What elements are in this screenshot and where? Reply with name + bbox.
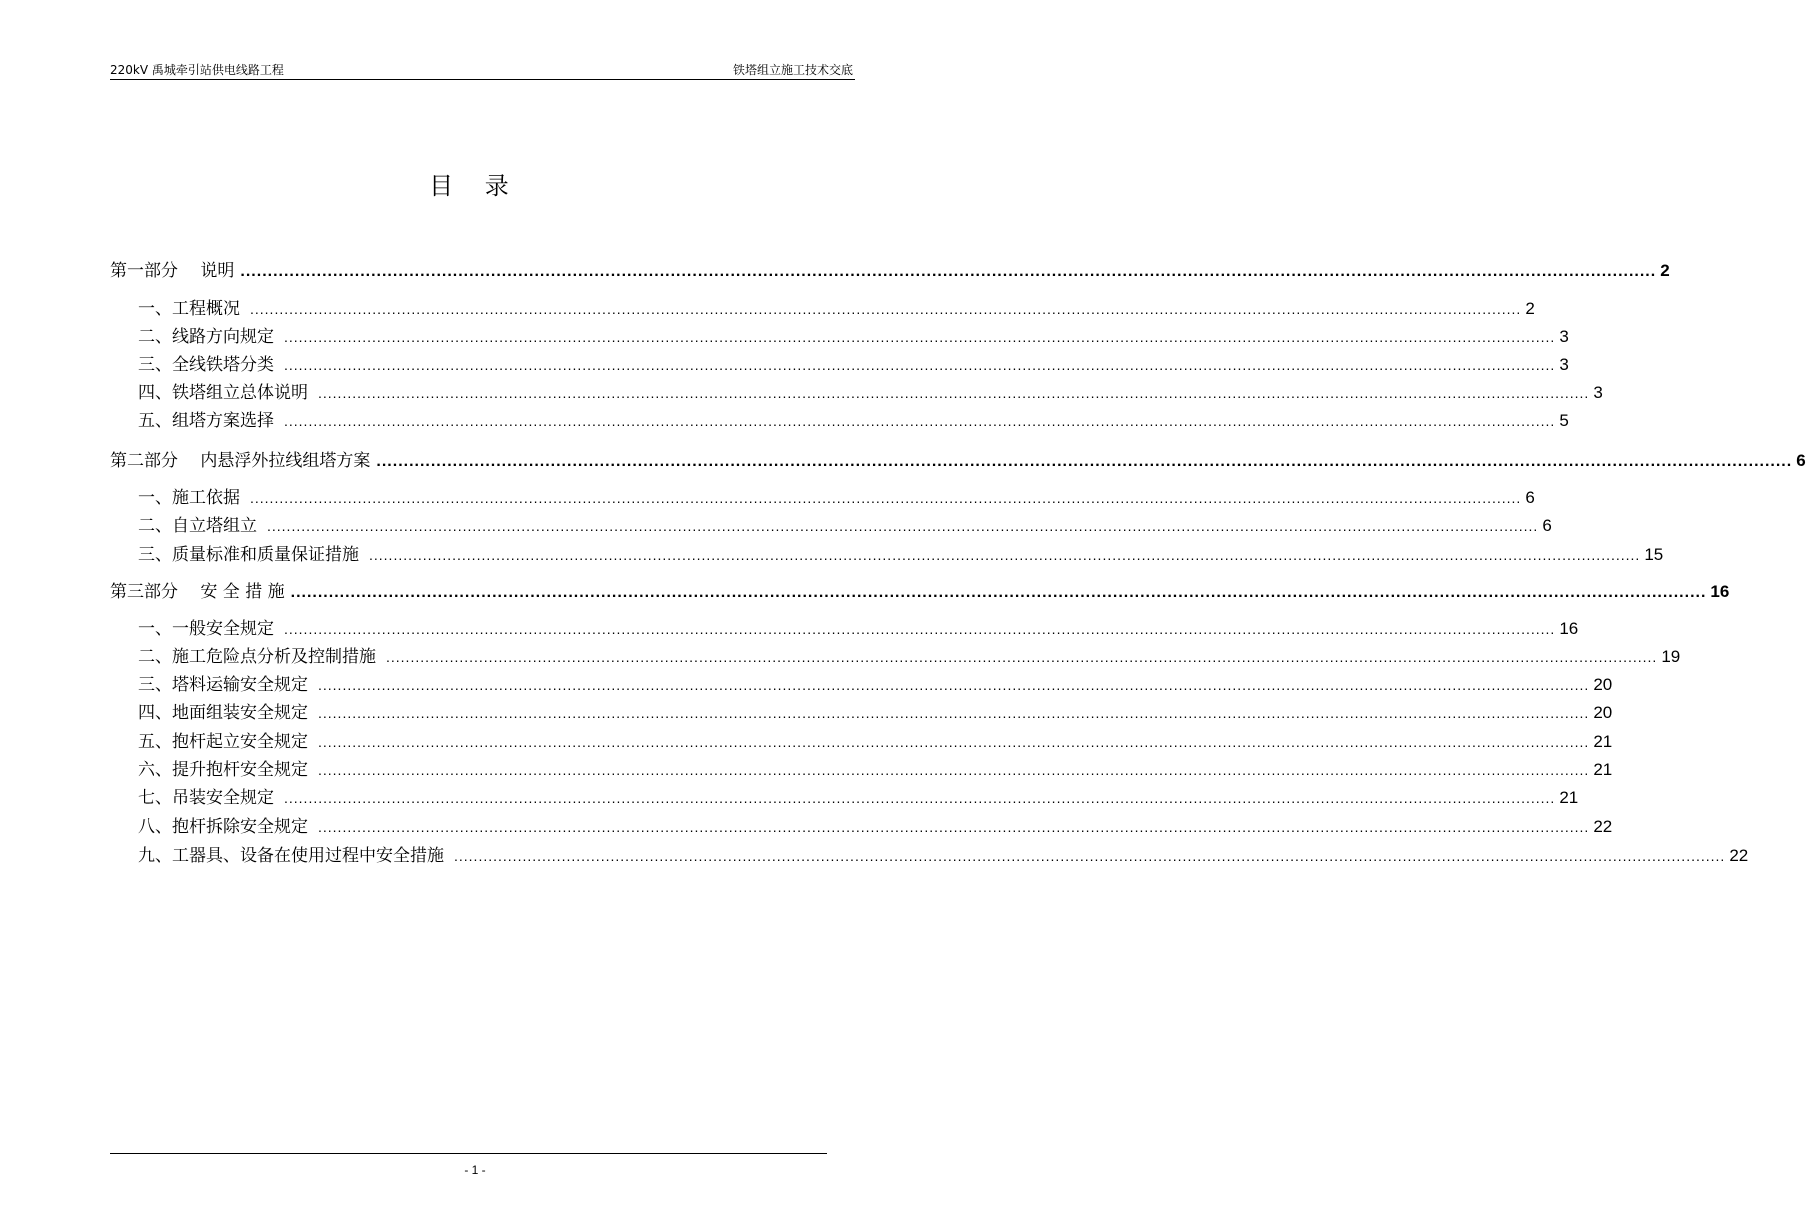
toc-entry-label: 三、全线铁塔分类 [138,355,274,375]
toc-entry[interactable] [110,322,1569,347]
toc-entry-page-number: 16 [1559,619,1579,638]
toc-entry-page-number: 3 [1593,383,1603,402]
toc-entry-label: 一、工程概况 [138,299,240,319]
toc-entry-label: 二、自立塔组立 [138,516,257,536]
toc-dot-leader: .................................................................................................................................................................................................................................................................... [318,385,1590,401]
toc-entry-label: 四、地面组装安全规定 [138,703,308,723]
footer-divider [110,1153,827,1154]
page-title: 目 录 [429,172,521,200]
toc-entry-label: 一、一般安全规定 [138,619,274,639]
toc-dot-leader: .................................................................................................................................................................................................................................................................... [250,490,1522,506]
toc-part-entry[interactable] [110,256,1670,281]
toc-entry[interactable] [110,698,1613,723]
toc-entry[interactable] [110,783,1579,808]
toc-entry-label: 第一部分 说明 [110,261,235,281]
toc-entry-page-number: 21 [1593,760,1613,779]
toc-entry-label: 六、提升抱杆安全规定 [138,760,308,780]
toc-dot-leader: .................................................................................................................................................................................................................................................................... [318,819,1590,835]
toc-dot-leader: .................................................................................................................................................................................................................................................................... [386,649,1658,665]
toc-entry-label: 第二部分 内悬浮外拉线组塔方案 [110,451,371,471]
toc-entry-page-number: 3 [1559,327,1569,346]
toc-entry-page-number: 6 [1542,516,1552,535]
toc-entry-label: 五、组塔方案选择 [138,411,274,431]
toc-entry-label: 四、铁塔组立总体说明 [138,383,308,403]
toc-entry-page-number: 21 [1593,732,1613,751]
toc-entry-label: 二、施工危险点分析及控制措施 [138,647,376,667]
toc-dot-leader: .................................................................................................................................................................................................................................................................... [318,677,1590,693]
toc-dot-leader: .................................................................................................................................................................................................................................................................... [318,705,1590,721]
toc-dot-leader: .................................................................................................................................................................................................................................................................... [267,518,1539,534]
toc-dot-leader: .................................................................................................................................................................................................................................................................... [284,790,1556,806]
toc-entry[interactable] [110,642,1681,667]
toc-dot-leader: .................................................................................................................................................................................................................................................................... [250,301,1522,317]
toc-entry-page-number: 20 [1593,703,1613,722]
toc-entry-page-number: 22 [1593,817,1613,836]
toc-dot-leader: .................................................................................................................................................................................................................................................................... [318,762,1590,778]
toc-entry[interactable] [110,670,1613,695]
toc-entry[interactable] [110,614,1579,639]
toc-entry[interactable] [110,841,1749,866]
toc-dot-leader: .................................................................................................................................................................................................................................................................... [284,357,1556,373]
toc-part-entry[interactable] [110,446,1806,471]
toc-dot-leader: .................................................................................................................................................................................................................................................................... [284,329,1556,345]
toc-entry-label: 三、质量标准和质量保证措施 [138,545,359,565]
toc-entry-page-number: 15 [1644,545,1664,564]
toc-entry-page-number: 20 [1593,675,1613,694]
toc-entry-label: 一、施工依据 [138,488,240,508]
toc-dot-leader: .................................................................................................................................................................................................................................................................... [284,413,1556,429]
toc-entry-label: 第三部分 安 全 措 施 [110,582,285,602]
toc-entry-page-number: 21 [1559,788,1579,807]
toc-entry-page-number: 2 [1525,299,1535,318]
toc-entry[interactable] [110,511,1552,536]
header-document-title: 铁塔组立施工技术交底 [732,63,853,77]
toc-entry-page-number: 22 [1729,846,1749,865]
toc-entry-label: 三、塔料运输安全规定 [138,675,308,695]
toc-entry-label: 五、抱杆起立安全规定 [138,732,308,752]
toc-entry[interactable] [110,812,1613,837]
toc-entry-label: 二、线路方向规定 [138,327,274,347]
footer-page-number: - 1 - [464,1163,486,1177]
toc-dot-leader: .................................................................................................................................................................................................................................................................... [290,584,1707,601]
toc-dot-leader: .................................................................................................................................................................................................................................................................... [284,621,1556,637]
toc-entry-page-number: 6 [1525,488,1535,507]
toc-entry[interactable] [110,540,1664,565]
toc-entry[interactable] [110,294,1535,319]
toc-entry[interactable] [110,350,1569,375]
toc-dot-leader: .................................................................................................................................................................................................................................................................... [369,547,1641,563]
toc-entry[interactable] [110,727,1613,752]
toc-entry-page-number: 16 [1710,582,1730,601]
toc-dot-leader: .................................................................................................................................................................................................................................................................... [376,453,1793,470]
toc-entry-page-number: 3 [1559,355,1569,374]
toc-entry-page-number: 5 [1559,411,1569,430]
toc-entry[interactable] [110,483,1535,508]
toc-entry-page-number: 2 [1660,261,1670,280]
toc-dot-leader: .................................................................................................................................................................................................................................................................... [240,263,1657,280]
toc-dot-leader: .................................................................................................................................................................................................................................................................... [454,848,1726,864]
toc-entry[interactable] [110,378,1603,403]
toc-entry[interactable] [110,755,1613,780]
toc-entry-page-number: 19 [1661,647,1681,666]
header-project-name: 220kV 禹城牵引站供电线路工程 [110,63,284,77]
header-divider [110,79,855,80]
toc-part-entry[interactable] [110,577,1730,602]
toc-entry-label: 七、吊装安全规定 [138,788,274,808]
toc-entry-label: 八、抱杆拆除安全规定 [138,817,308,837]
toc-entry-page-number: 6 [1796,451,1806,470]
toc-entry[interactable] [110,406,1569,431]
toc-entry-label: 九、工器具、设备在使用过程中安全措施 [138,846,444,866]
toc-dot-leader: .................................................................................................................................................................................................................................................................... [318,734,1590,750]
